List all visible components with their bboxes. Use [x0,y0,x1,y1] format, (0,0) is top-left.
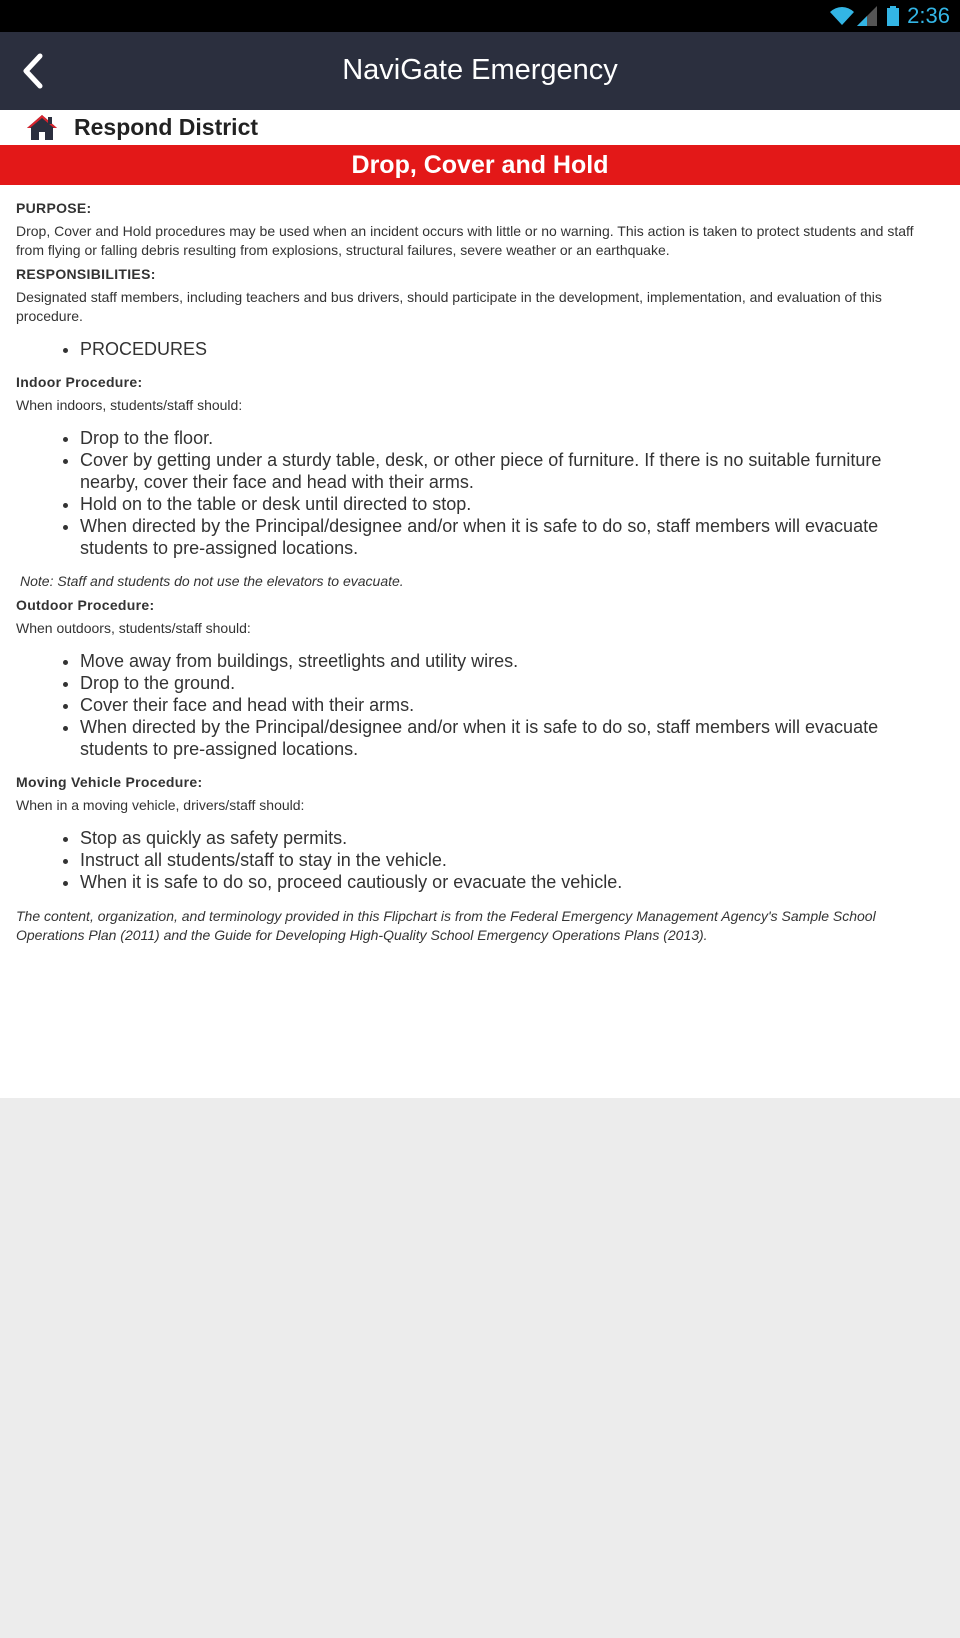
content-panel [0,110,960,1098]
status-time: 2:36 [907,3,950,28]
procedure-title-banner: Drop, Cover and Hold [0,145,960,185]
outdoor-intro: When outdoors, students/staff should: [16,620,251,636]
list-item: • Instruct all students/staff to stay in the vehicle. [80,849,944,871]
app-bar [0,32,960,110]
source-footnote: The content, organization, and terminology provided in this Flipchart is from the Federal Emergency Management Agency's Sample School Operations Plan (2011) and the Guide for Developing High-Quality School Emergency Operations Plans (2013). [16,908,876,943]
battery-icon [887,6,899,26]
breadcrumb[interactable] [0,110,960,144]
indoor-steps [16,427,944,559]
elevator-note: Note: Staff and students do not use the elevators to evacuate. [20,573,404,589]
responsibilities-text: Designated staff members, including teachers and bus drivers, should participate in the development, implementation, and evaluation of this procedure. [16,289,882,324]
procedures-list [16,338,944,360]
list-item: • Cover their face and head with their arms. [80,694,944,716]
purpose-text: Drop, Cover and Hold procedures may be used when an incident occurs with little or no warning. This action is taken to protect students and staff from flying or falling debris resulting from explosions, structural failures, severe weather or an earthquake. [16,223,914,258]
list-item: • Move away from buildings, streetlights and utility wires. [80,650,944,672]
signal-icon [857,6,877,26]
outdoor-steps [16,650,944,760]
chevron-left-icon[interactable] [18,52,46,90]
list-item: • When directed by the Principal/designee and/or when it is safe to do so, staff members will evacuate students to pre-assigned locations. [80,515,944,559]
list-item: • Cover by getting under a sturdy table, desk, or other piece of furniture. If there is no suitable furniture nearby, cover their face and head with their arms. [80,449,944,493]
outdoor-heading: Outdoor Procedure: [16,597,155,613]
status-icons [829,4,950,28]
procedures-label: • PROCEDURES [80,338,944,360]
indoor-heading: Indoor Procedure: [16,374,143,390]
list-item: • Hold on to the table or desk until directed to stop. [80,493,944,515]
home-icon [26,113,58,141]
wifi-icon [829,6,855,26]
list-item: • When it is safe to do so, proceed cautiously or evacuate the vehicle. [80,871,944,893]
vehicle-steps [16,827,944,893]
list-item: • When directed by the Principal/designee and/or when it is safe to do so, staff members will evacuate students to pre-assigned locations. [80,716,944,760]
vehicle-heading: Moving Vehicle Procedure: [16,774,203,790]
list-item: • Drop to the floor. [80,427,944,449]
procedure-body [16,200,944,945]
app-title: NaviGate Emergency [342,54,618,86]
vehicle-intro: When in a moving vehicle, drivers/staff should: [16,797,305,813]
status-bar [0,0,960,32]
list-item: • Drop to the ground. [80,672,944,694]
list-item: • Stop as quickly as safety permits. [80,827,944,849]
indoor-intro: When indoors, students/staff should: [16,397,243,413]
purpose-heading: PURPOSE: [16,200,92,216]
responsibilities-heading: RESPONSIBILITIES: [16,266,156,282]
breadcrumb-label: Respond District [74,114,259,140]
